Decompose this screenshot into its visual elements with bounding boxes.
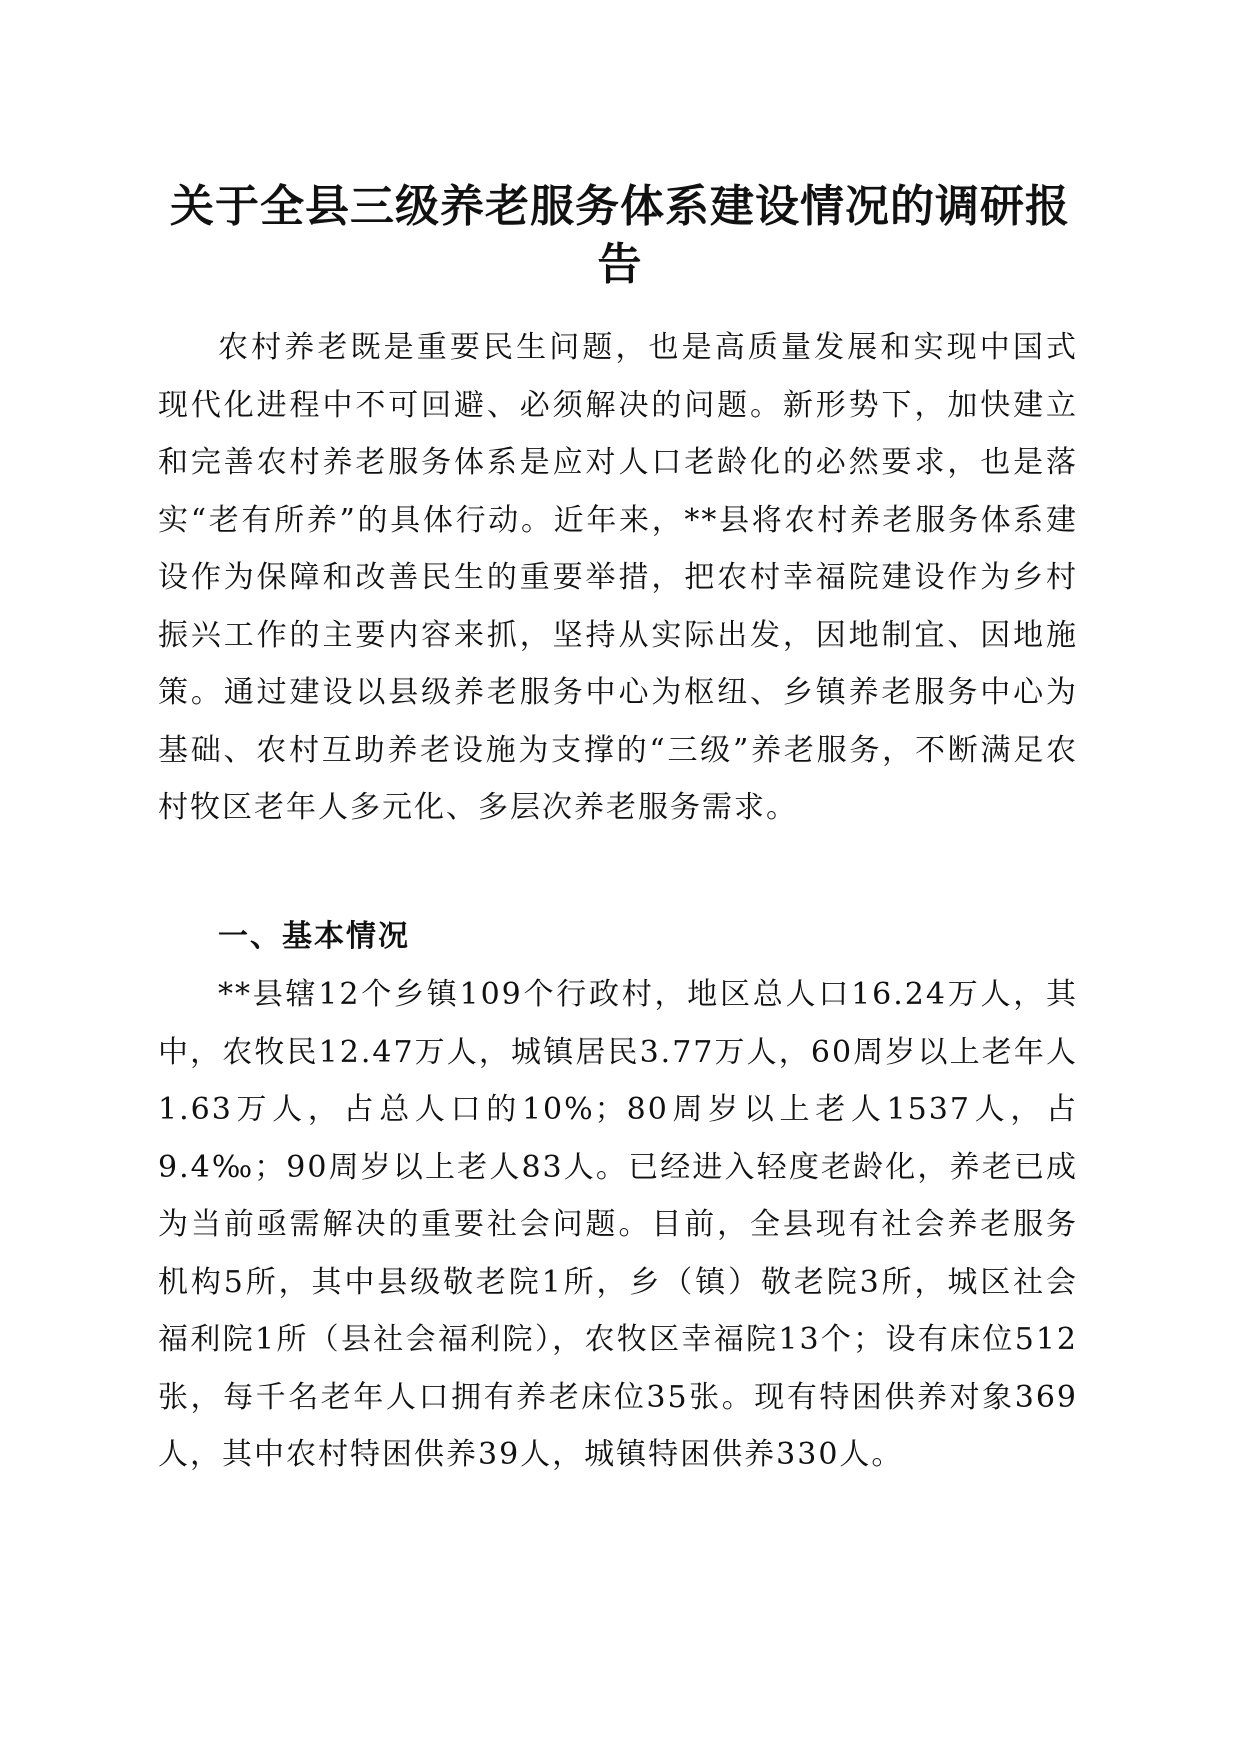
basic-situation-paragraph: **县辖12个乡镇109个行政村，地区总人口16.24万人，其中，农牧民12.47万人，城镇居民3.77万人，60周岁以上老年人1.63万人，占总人口的10%；80周岁以上老人1537人，占9.4‰；90周岁以上老人83人。已经进入轻度老龄化，养老已成为当前亟需解决的重要社会问题。目前，全县现有社会养老服务机构5所，其中县级敬老院1所，乡（镇）敬老院3所，城区社会福利院1所（县社会福利院），农牧区幸福院13个；设有床位512张，每千名老年人口拥有养老床位35张。现有特困供养对象369人，其中农村特困供养39人，城镇特困供养330人。 [158,977,1078,1472]
section-heading-basic-situation: 一、基本情况 [218,919,410,954]
intro-paragraph: 农村养老既是重要民生问题，也是高质量发展和实现中国式现代化进程中不可回避、必须解决的问题。新形势下，加快建立和完善农村养老服务体系是应对人口老龄化的必然要求，也是落实“老有所养”的具体行动。近年来，**县将农村养老服务体系建设作为保障和改善民生的重要举措，把农村幸福院建设作为乡村振兴工作的主要内容来抓，坚持从实际出发，因地制宜、因地施策。通过建设以县级养老服务中心为枢纽、乡镇养老服务中心为基础、农村互助养老设施为支撑的“三级”养老服务，不断满足农村牧区老年人多元化、多层次养老服务需求。 [158,330,1078,825]
document-title: 关于全县三级养老服务体系建设情况的调研报告 [170,181,1070,290]
